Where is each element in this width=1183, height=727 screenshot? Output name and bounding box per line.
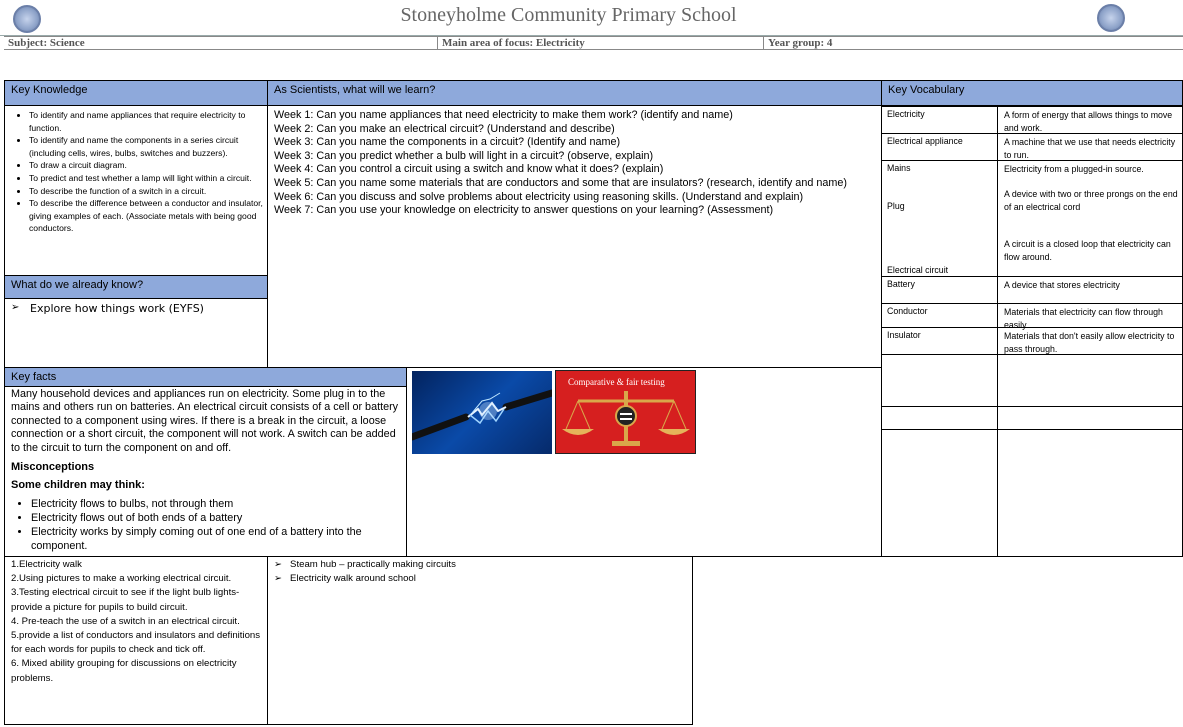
week-item: Week 3: Can you name the components in a circuit? (Identify and name) (274, 136, 621, 149)
support-item: 2.Using pictures to make a working electrical circuit. (11, 573, 232, 585)
vocab-definition: Electricity from a plugged-in source. (1004, 164, 1144, 174)
vocab-term: Plug (887, 201, 905, 211)
key-facts-text: Many household devices and appliances run on electricity. Some plug in to the mains and others run on batteries. An electrical circuit consists of a cell or battery connected to a component using wires. If there is a break in the circuit, a loose connection or a short circuit, the component will not work. A switch can be added to the circuit to turn the component on and off. (11, 388, 399, 454)
key-knowledge-item: • To draw a circuit diagram. (29, 159, 267, 172)
enrichment-item (274, 573, 416, 584)
may-think-label: Some children may think: (11, 479, 145, 492)
electric-spark-image (412, 371, 552, 454)
spark-drawing (412, 371, 552, 454)
misconceptions-list (11, 497, 400, 553)
vocab-definition: A form of energy that allows things to move and work. (1004, 110, 1173, 133)
support-item: 5.provide a list of conductors and insulators and definitions for each words for pupils to check and tick off. (11, 630, 261, 656)
school-name: Stoneyholme Community Primary School (400, 4, 737, 26)
info-divider-1 (437, 37, 438, 50)
vocab-column-divider (997, 106, 998, 556)
vocab-definition: A device with two or three prongs on the end of an electrical cord (1004, 189, 1178, 212)
learn-header: As Scientists, what will we learn? (267, 80, 882, 106)
enrichment-text: Steam hub – practically making circuits (290, 559, 456, 570)
vocab-definition: A device that stores electricity (1004, 280, 1120, 290)
misconception-item: • Electricity flows to bulbs, not through them (31, 497, 400, 511)
support-item: 6. Mixed ability grouping for discussions on electricity problems. (11, 658, 237, 684)
week-item: Week 5: Can you name some materials that are conductors and some that are insulators? (research, identify and name) (274, 176, 847, 189)
vocab-definition: Materials that don't easily allow electricity to pass through. (1004, 331, 1175, 354)
vocab-term: Conductor (887, 306, 928, 316)
vocab-term: Electrical circuit (887, 265, 949, 275)
week-item: Week 2: Can you make an electrical circuit? (Understand and describe) (274, 122, 615, 135)
subject-label: Subject: Science (8, 37, 85, 49)
vocab-definition: A circuit is a closed loop that electricity can flow around. (1004, 239, 1171, 262)
misconceptions-heading: Misconceptions (11, 461, 95, 474)
misconception-item: • Electricity works by simply coming out of one end of a battery into the component. (31, 525, 400, 553)
vocab-row-line (882, 303, 1182, 304)
enrichment-box (267, 556, 693, 725)
support-item: 4. Pre-teach the use of a switch in an electrical circuit. (11, 615, 240, 627)
vocab-term: Mains (887, 163, 911, 173)
vocab-row-line (882, 354, 1182, 355)
vocab-header: Key Vocabulary (881, 80, 1183, 106)
vocab-row-line (882, 406, 1182, 407)
vocab-term: Insulator (887, 330, 921, 340)
arrow-bullet-icon: ➢ (274, 559, 283, 570)
week-item: Week 1: Can you name appliances that need electricity to make them work? (identify and name) (274, 109, 733, 121)
week-item: Week 4: Can you control a circuit using a switch and know what it does? (explain) (274, 163, 664, 176)
vocab-row-line (882, 276, 1182, 277)
week-item: Week 6: Can you discuss and solve problems about electricity using reasoning skills. (Understand and explain) (274, 190, 804, 203)
vocab-term: Battery (887, 279, 915, 289)
vocab-row-line (882, 429, 1182, 430)
vocab-term: Electrical appliance (887, 136, 963, 146)
vocab-definition: A machine that we use that needs electricity to run. (1004, 137, 1176, 160)
learn-box (267, 105, 882, 368)
prior-item: Explore how things work (EYFS) (30, 302, 204, 315)
scales-icon (556, 371, 696, 454)
key-facts-header: Key facts (4, 367, 407, 387)
support-box (4, 556, 268, 725)
year-label: Year group: 4 (768, 37, 833, 49)
vocab-row (882, 106, 1183, 133)
enrichment-text: Electricity walk around school (290, 573, 416, 584)
enrichment-item (274, 559, 456, 570)
header-band (0, 0, 1183, 36)
school-logo-right (1097, 4, 1125, 32)
vocab-term: Electricity (887, 109, 925, 119)
info-row (4, 36, 1183, 50)
fair-testing-caption: Comparative & fair testing (568, 377, 665, 387)
arrow-bullet-icon: ➢ (11, 302, 20, 313)
support-item: 3.Testing electrical circuit to see if the light bulb lights- provide a picture for pupils to build circuit. (11, 587, 240, 613)
week-item: Week 3: Can you predict whether a bulb will light in a circuit? (observe, explain) (274, 149, 654, 162)
key-knowledge-header: Key Knowledge (4, 80, 268, 106)
focus-label: Main area of focus: Electricity (442, 37, 585, 49)
vocab-row (882, 160, 1183, 174)
week-item: Week 7: Can you use your knowledge on electricity to answer questions on your learning? (Assessment) (274, 204, 774, 217)
arrow-bullet-icon: ➢ (274, 573, 283, 584)
key-knowledge-item: • To describe the difference between a conductor and insulator, giving examples of each. (Associate metals with being good conductors. (29, 197, 267, 235)
key-facts-box (4, 386, 407, 557)
vocab-row (882, 133, 1183, 160)
prior-knowledge-box (4, 298, 268, 368)
fair-testing-image (555, 370, 696, 454)
support-item: 1.Electricity walk (11, 559, 82, 570)
bottom-right-blank (692, 556, 1183, 557)
key-knowledge-box (4, 105, 268, 276)
key-knowledge-list (5, 109, 267, 235)
vocab-row-line (882, 327, 1182, 328)
prior-knowledge-header: What do we already know? (4, 275, 268, 299)
vocab-table (881, 105, 1183, 557)
misconception-item: • Electricity flows out of both ends of a battery (31, 511, 400, 525)
vocab-definition: Materials that electricity can flow through easily (1004, 307, 1163, 330)
key-knowledge-item: • To identify and name the components in a series circuit (including cells, wires, bulbs, switches and buzzers). (29, 134, 267, 159)
key-knowledge-item: • To identify and name appliances that require electricity to function. (29, 109, 267, 134)
key-knowledge-item: • To predict and test whether a lamp will light within a circuit. (29, 172, 267, 185)
info-divider-2 (763, 37, 764, 50)
key-knowledge-item: • To describe the function of a switch in a circuit. (29, 185, 267, 198)
